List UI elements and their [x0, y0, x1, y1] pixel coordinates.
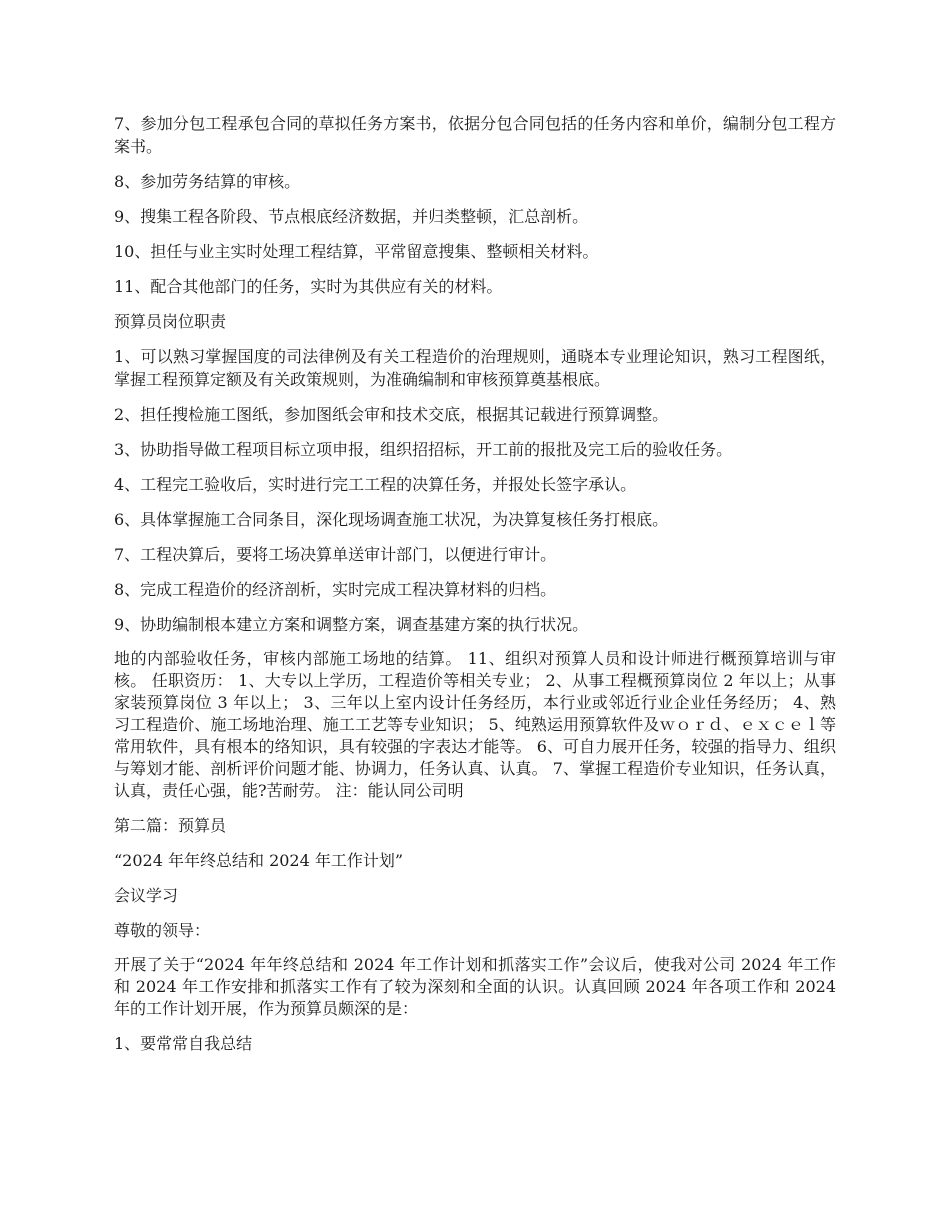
paragraph: 1、可以熟习掌握国度的司法律例及有关工程造价的治理规则，通晓本专业理论知识，熟习工程图纸，掌握工程预算定额及有关政策规则，为准确编制和审核预算奠基根底。: [114, 347, 836, 389]
paragraph: 3、协助指导做工程项目标立项申报，组织招招标，开工前的报批及完工后的验收任务。: [114, 440, 733, 459]
paragraph: 6、具体掌握施工合同条目，深化现场调查施工状况，为决算复核任务打根底。: [114, 510, 669, 529]
paragraph: 2、担任搜检施工图纸，参加图纸会审和技术交底，根据其记载进行预算调整。: [114, 405, 669, 424]
paragraph: 11、配合其他部门的任务，实时为其供应有关的材料。: [114, 277, 503, 296]
paragraph: 尊敬的领导：: [114, 921, 211, 940]
paragraph: 9、搜集工程各阶段、节点根底经济数据，并归类整顿，汇总剖析。: [114, 207, 589, 226]
document-page: [114, 112, 836, 1067]
paragraph: 9、协助编制根本建立方案和调整方案，调查基建方案的执行状况。: [114, 615, 589, 634]
paragraph: 开展了关于“2024 年年终总结和 2024 年工作计划和抓落实工作”会议后，使我对公司 2024 年工作和 2024 年工作安排和抓落实工作有了较为深刻和全面的认识。认真回顾 2024 年各项工作和 2024 年的工作计划开展，作为预算员颇深的是：: [114, 955, 836, 1018]
section-heading: 预算员岗位职责: [114, 312, 227, 331]
paragraph: 4、工程完工验收后，实时进行完工工程的决算任务，并报处长签字承认。: [114, 475, 637, 494]
paragraph: 地的内部验收任务，审核内部施工场地的结算。 11、组织对预算人员和设计师进行概预算培训与审核。 任职资历： 1、大专以上学历，工程造价等相关专业； 2、从事工程概预算岗位 2 年以上；从事家装预算岗位 3 年以上； 3、三年以上室内设计任务经历，本行业或邻近行业企业任务经历； 4、熟习工程造价、施工场地治理、施工工艺等专业知识； 5、纯熟运用预算软件及ｗｏｒｄ、ｅｘｃｅｌ等常用软件，具有根本的络知识，具有较强的字表达才能等。 6、可自力展开任务，较强的指导力、组织与筹划才能、剖析评价问题才能、协调力，任务认真、认真。 7、掌握工程造价专业知识，任务认真，认真，责任心强，能?苦耐劳。 注：能认同公司明: [114, 649, 836, 800]
paragraph: 1、要常常自我总结: [114, 1034, 253, 1053]
paragraph: 7、参加分包工程承包合同的草拟任务方案书，依据分包合同包括的任务内容和单价，编制分包工程方案书。: [114, 114, 836, 156]
paragraph: “2024 年年终总结和 2024 年工作计划”: [114, 851, 404, 870]
paragraph: 10、担任与业主实时处理工程结算，平常留意搜集、整顿相关材料。: [114, 242, 599, 261]
paragraph: 会议学习: [114, 886, 179, 905]
section-heading: 第二篇：预算员: [114, 816, 227, 835]
paragraph: 8、参加劳务结算的审核。: [114, 172, 301, 191]
paragraph: 8、完成工程造价的经济剖析，实时完成工程决算材料的归档。: [114, 580, 557, 599]
paragraph: 7、工程决算后，要将工场决算单送审计部门，以便进行审计。: [114, 545, 557, 564]
